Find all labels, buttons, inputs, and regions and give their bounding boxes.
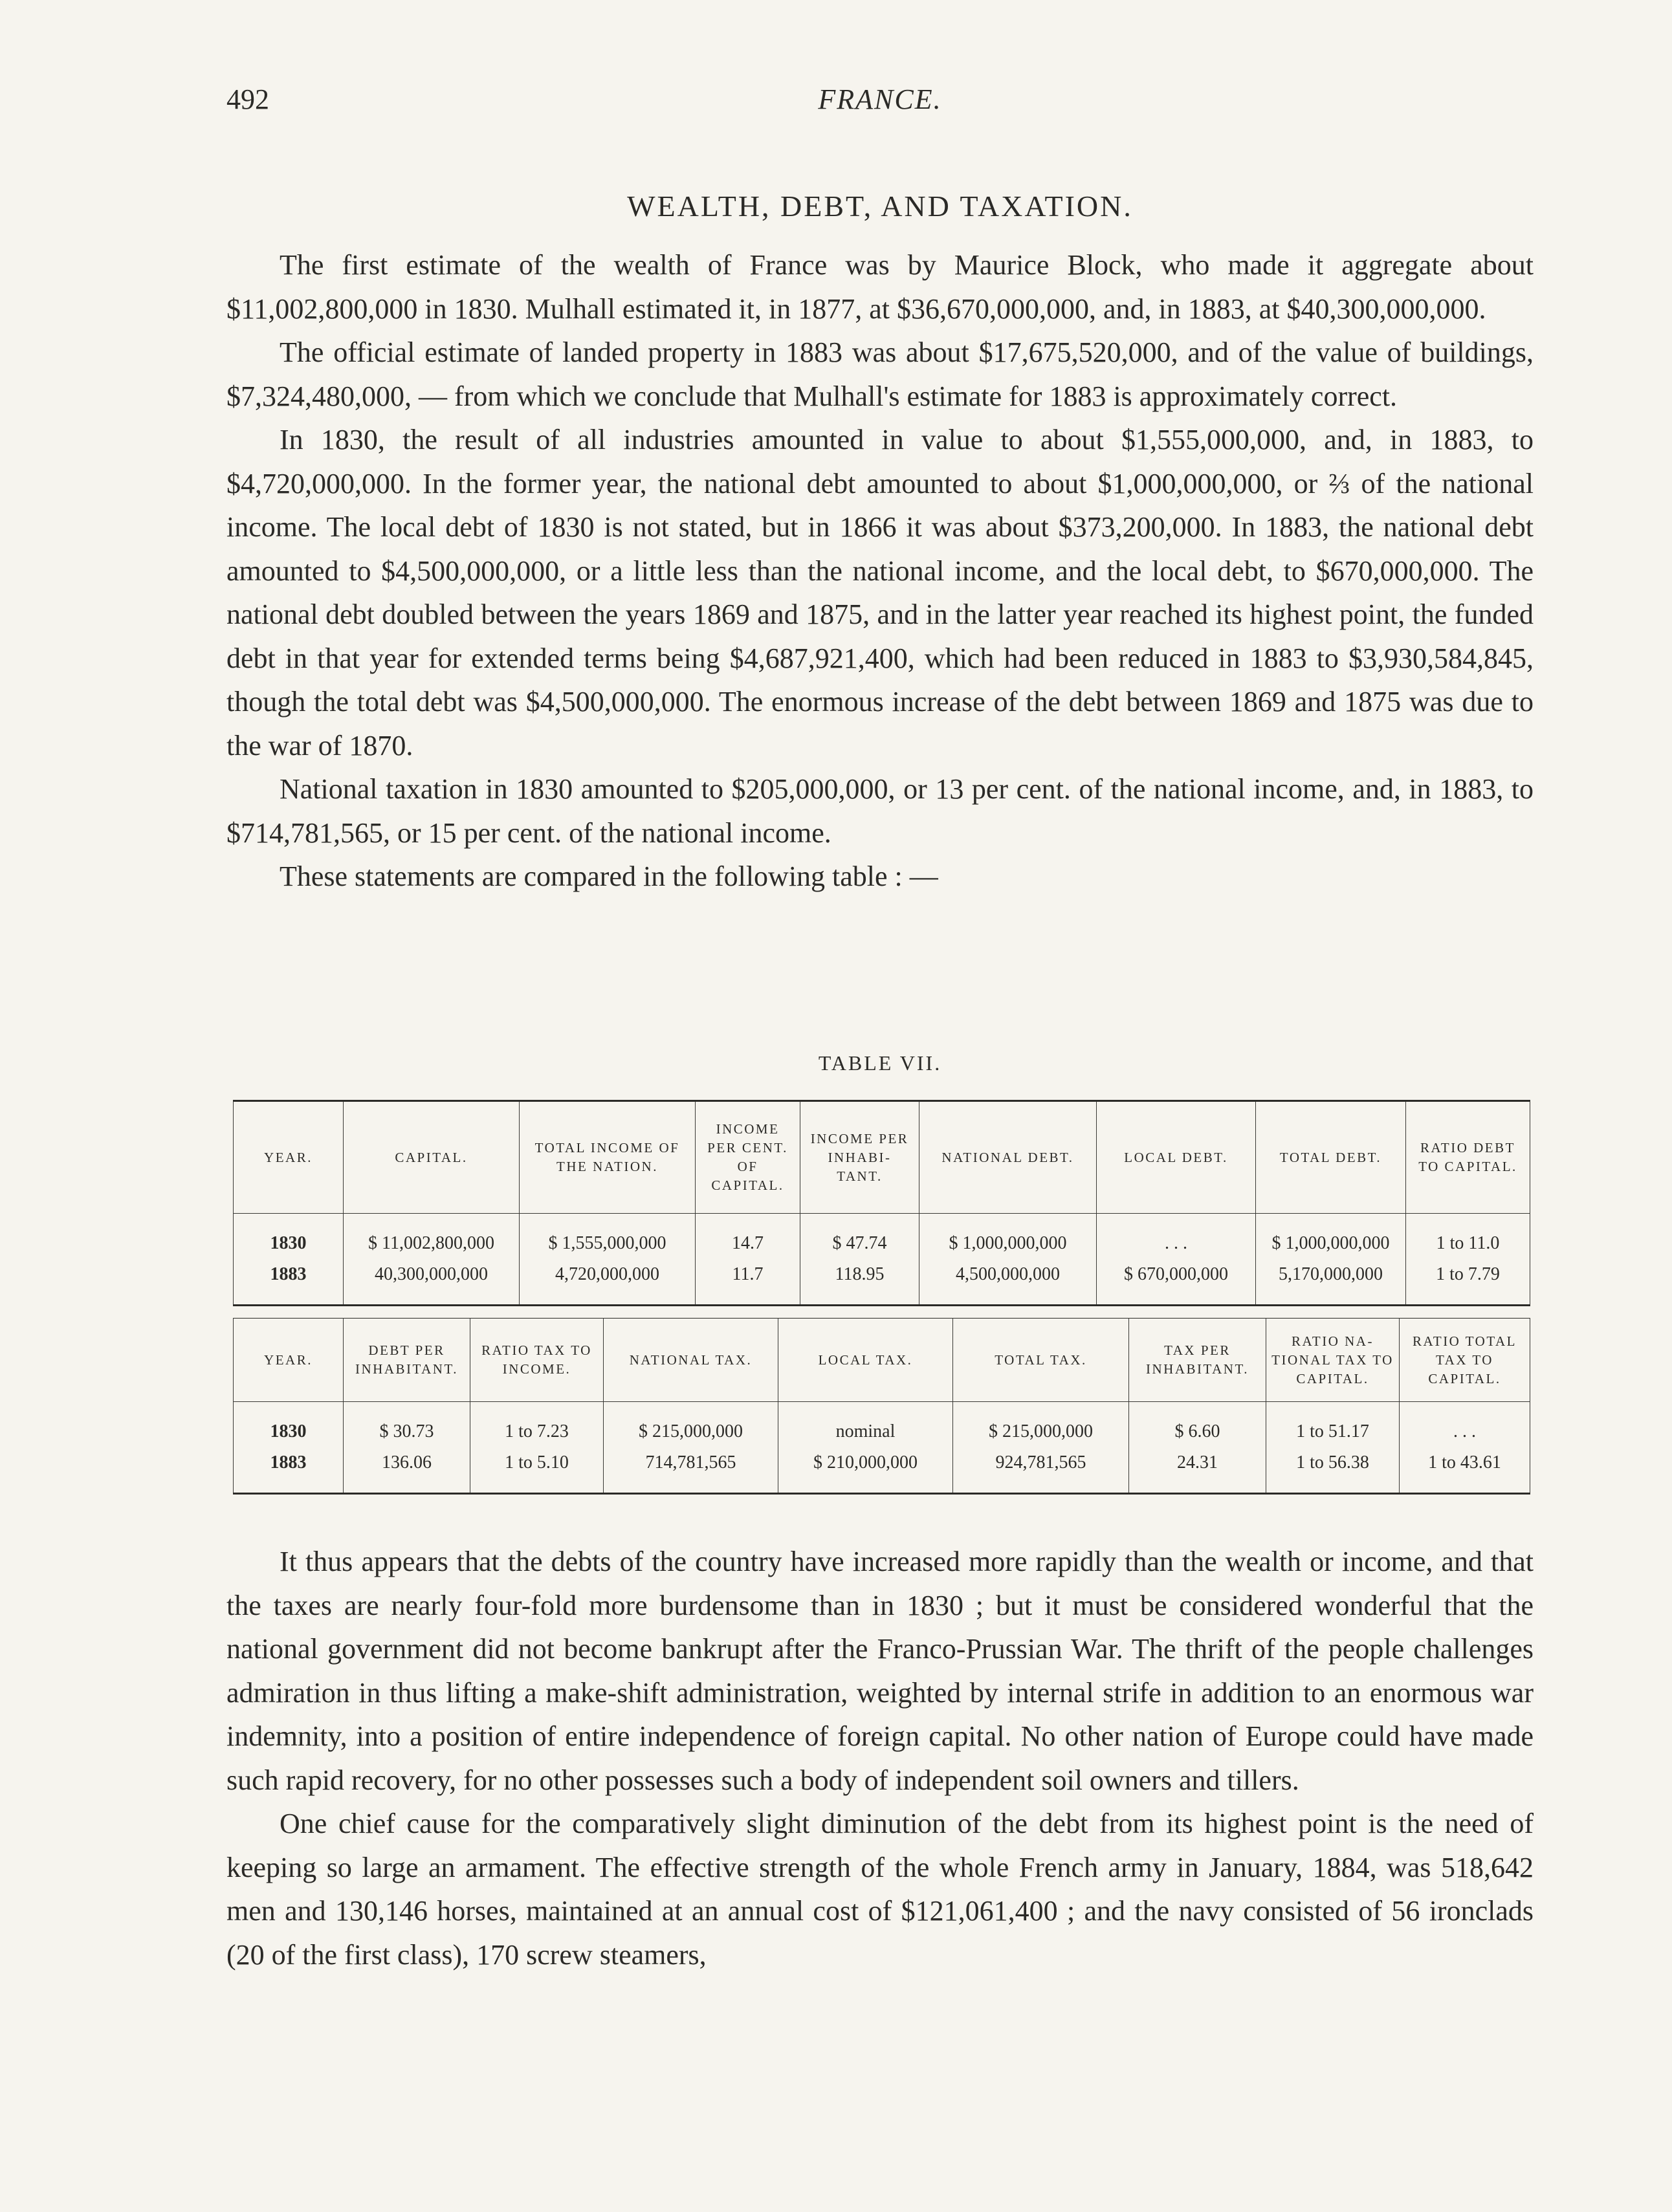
column-header: TAX PER INHABITANT. — [1129, 1319, 1266, 1402]
table-cell: $ 1,000,000,000 — [1256, 1214, 1406, 1260]
taxation-table — [233, 1318, 1530, 1495]
column-header: RATIO TOTAL TAX TO CAPITAL. — [1400, 1319, 1530, 1402]
table-row — [234, 1402, 1530, 1448]
table-cell: $ 11,002,800,000 — [344, 1214, 520, 1260]
paragraph: One chief cause for the comparatively slight diminution of the debt from its highest point is the need of keeping so large an armament. The effective strength of the whole French army in January, 1884, was 518,642 men and 130,146 horses, maintained at an annual cost of $121,061,400 ; and the navy consisted of 56 ironclads (20 of the first class), 170 screw steamers, — [226, 1808, 1534, 1971]
column-header: TOTAL TAX. — [953, 1319, 1129, 1402]
table-cell: 1 to 7.79 — [1406, 1259, 1530, 1306]
table-cell: 24.31 — [1129, 1447, 1266, 1494]
year-cell: 1883 — [234, 1447, 344, 1494]
paragraph: In 1830, the result of all industries amounted in value to about $1,555,000,000, and, in 1883, to $4,720,000,000. In the former year, the national debt amounted to about $1,000,000,000, or ⅔ of the national income. The local debt of 1830 is not stated, but in 1866 it was about $373,200,000. In 1883, the national debt amounted to $4,500,000,000, or a little less than the national income, and the local debt, to $670,000,000. The national debt doubled between the years 1869 and 1875, and in the latter year reached its highest point, the funded debt in that year for extended terms being $4,687,921,400, which had been reduced in 1883 to $3,930,584,845, though the total debt was $4,500,000,000. The enormous increase of the debt between 1869 and 1875 was due to the war of 1870. — [226, 424, 1534, 761]
paragraph: These statements are compared in the following table : — — [280, 860, 938, 892]
table-cell: 714,781,565 — [604, 1447, 778, 1494]
table-cell: $ 1,000,000,000 — [919, 1214, 1097, 1260]
column-header: LOCAL TAX. — [778, 1319, 953, 1402]
column-header: RATIO TAX TO INCOME. — [470, 1319, 604, 1402]
column-header: NATIONAL TAX. — [604, 1319, 778, 1402]
table-cell: $ 210,000,000 — [778, 1447, 953, 1494]
table-cell: 1 to 43.61 — [1400, 1447, 1530, 1494]
table-cell: 924,781,565 — [953, 1447, 1129, 1494]
table-cell: $ 215,000,000 — [604, 1402, 778, 1448]
table-cell: 40,300,000,000 — [344, 1259, 520, 1306]
table-cell: 5,170,000,000 — [1256, 1259, 1406, 1306]
year-cell: 1830 — [234, 1214, 344, 1260]
column-header: NATIONAL DEBT. — [919, 1101, 1097, 1214]
paragraph: The official estimate of landed property in 1883 was about $17,675,520,000, and of the value of buildings, $7,324,480,000, — from which we conclude that Mulhall's estimate for 1883 is approximately correct. — [226, 336, 1534, 412]
table-cell: 1 to 7.23 — [470, 1402, 604, 1448]
year-cell: 1830 — [234, 1402, 344, 1448]
section-title: WEALTH, DEBT, AND TAXATION. — [627, 190, 1133, 223]
paragraph: The first estimate of the wealth of France was by Maurice Block, who made it aggregate about $11,002,800,000 in 1830. Mulhall estimated it, in 1877, at $36,670,000,000, and, in 1883, at $40,300,000,000. — [226, 249, 1534, 325]
table-cell: . . . — [1400, 1402, 1530, 1448]
table-row — [234, 1214, 1530, 1260]
paragraph: National taxation in 1830 amounted to $205,000,000, or 13 per cent. of the national income, and, in 1883, to $714,781,565, or 15 per cent. of the national income. — [226, 773, 1534, 849]
table-header-row — [234, 1319, 1530, 1402]
table-cell: 4,500,000,000 — [919, 1259, 1097, 1306]
table-cell: 11.7 — [696, 1259, 800, 1306]
column-header: CAPITAL. — [344, 1101, 520, 1214]
running-head — [226, 83, 1534, 122]
table-cell: $ 47.74 — [800, 1214, 919, 1260]
column-header: YEAR. — [234, 1319, 344, 1402]
intro-text — [226, 243, 1534, 899]
table-cell: nominal — [778, 1402, 953, 1448]
table-cell: . . . — [1097, 1214, 1256, 1260]
table-cell: 14.7 — [696, 1214, 800, 1260]
column-header: RATIO NA- TIONAL TAX TO CAPITAL. — [1266, 1319, 1400, 1402]
running-title: FRANCE. — [818, 83, 942, 115]
year-cell: 1883 — [234, 1259, 344, 1306]
table-cell: 1 to 5.10 — [470, 1447, 604, 1494]
table-cell: $ 30.73 — [344, 1402, 470, 1448]
table-row — [234, 1447, 1530, 1494]
column-header: YEAR. — [234, 1101, 344, 1214]
table-cell: 1 to 11.0 — [1406, 1214, 1530, 1260]
closing-text — [226, 1540, 1534, 1977]
column-header: INCOME PER INHABI- TANT. — [800, 1101, 919, 1214]
column-header: LOCAL DEBT. — [1097, 1101, 1256, 1214]
table-cell: $ 6.60 — [1129, 1402, 1266, 1448]
table-cell: $ 1,555,000,000 — [520, 1214, 696, 1260]
table-row — [234, 1259, 1530, 1306]
column-header: TOTAL INCOME OF THE NATION. — [520, 1101, 696, 1214]
table-cell: 136.06 — [344, 1447, 470, 1494]
table-header-row — [234, 1101, 1530, 1214]
column-header: RATIO DEBT TO CAPITAL. — [1406, 1101, 1530, 1214]
table-cell: $ 215,000,000 — [953, 1402, 1129, 1448]
page-number: 492 — [226, 83, 269, 115]
table-cell: 118.95 — [800, 1259, 919, 1306]
paragraph: It thus appears that the debts of the country have increased more rapidly than the wealth or income, and that the taxes are nearly four-fold more burdensome than in 1830 ; but it must be considered wonderful that the national government did not become bankrupt after the Franco-Prussian War. The thrift of the people challenges admiration in thus lifting a make-shift administration, weighted by internal strife in addition to an enormous war indemnity, into a position of entire independence of foreign capital. No other nation of Europe could have made such rapid recovery, for no other possesses such a body of independent soil owners and tillers. — [226, 1546, 1534, 1796]
column-header: INCOME PER CENT. OF CAPITAL. — [696, 1101, 800, 1214]
wealth-debt-table — [233, 1100, 1530, 1306]
table-cell: 1 to 51.17 — [1266, 1402, 1400, 1448]
column-header: TOTAL DEBT. — [1256, 1101, 1406, 1214]
column-header: DEBT PER INHABITANT. — [344, 1319, 470, 1402]
table-cell: $ 670,000,000 — [1097, 1259, 1256, 1306]
table-caption: TABLE VII. — [818, 1051, 942, 1075]
table-cell: 1 to 56.38 — [1266, 1447, 1400, 1494]
table-cell: 4,720,000,000 — [520, 1259, 696, 1306]
